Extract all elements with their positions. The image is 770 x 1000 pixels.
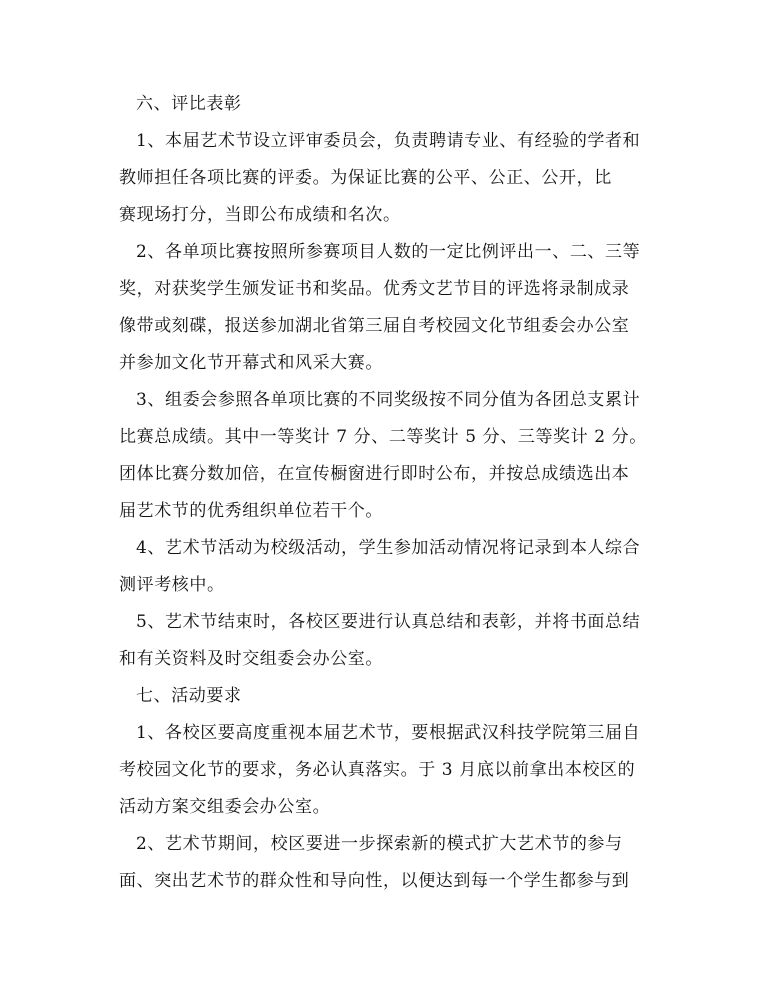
paragraph-line: 比赛总成绩。其中一等奖计 7 分、二等奖计 5 分、三等奖计 2 分。 (119, 427, 647, 447)
paragraph-line: 教师担任各项比赛的评委。为保证比赛的公平、公正、公开，比 (119, 168, 612, 188)
paragraph-line: 5、艺术节结束时，各校区要进行认真总结和表彰，并将书面总结 (136, 612, 641, 632)
paragraph-line: 1、本届艺术节设立评审委员会，负责聘请专业、有经验的学者和 (136, 131, 641, 151)
paragraph-line: 届艺术节的优秀组织单位若干个。 (119, 501, 383, 521)
paragraph-line: 4、艺术节活动为校级活动，学生参加活动情况将记录到本人综合 (136, 538, 641, 558)
section-heading-7: 七、活动要求 (136, 686, 242, 706)
paragraph-line: 考校园文化节的要求，务必认真落实。于 3 月底以前拿出本校区的 (119, 760, 636, 780)
paragraph-line: 测评考核中。 (119, 575, 225, 595)
paragraph-line: 3、组委会参照各单项比赛的不同奖级按不同分值为各团总支累计 (136, 390, 641, 410)
paragraph-line: 面、突出艺术节的群众性和导向性，以便达到每一个学生都参与到 (119, 871, 630, 891)
paragraph-line: 2、各单项比赛按照所参赛项目人数的一定比例评出一、二、三等 (136, 242, 641, 262)
paragraph-line: 1、各校区要高度重视本届艺术节，要根据武汉科技学院第三届自 (136, 723, 641, 743)
paragraph-line: 和有关资料及时交组委会办公室。 (119, 649, 383, 669)
paragraph-line: 赛现场打分，当即公布成绩和名次。 (119, 205, 401, 225)
paragraph-line: 并参加文化节开幕式和风采大赛。 (119, 353, 383, 373)
paragraph-line: 活动方案交组委会办公室。 (119, 797, 331, 817)
paragraph-line: 像带或刻碟，报送参加湖北省第三届自考校园文化节组委会办公室 (119, 316, 630, 336)
paragraph-line: 奖，对获奖学生颁发证书和奖品。优秀文艺节目的评选将录制成录 (119, 279, 630, 299)
section-heading-6: 六、评比表彰 (136, 94, 242, 114)
paragraph-line: 团体比赛分数加倍，在宣传橱窗进行即时公布，并按总成绩选出本 (119, 464, 630, 484)
paragraph-line: 2、艺术节期间，校区要进一步探索新的模式扩大艺术节的参与 (136, 834, 623, 854)
